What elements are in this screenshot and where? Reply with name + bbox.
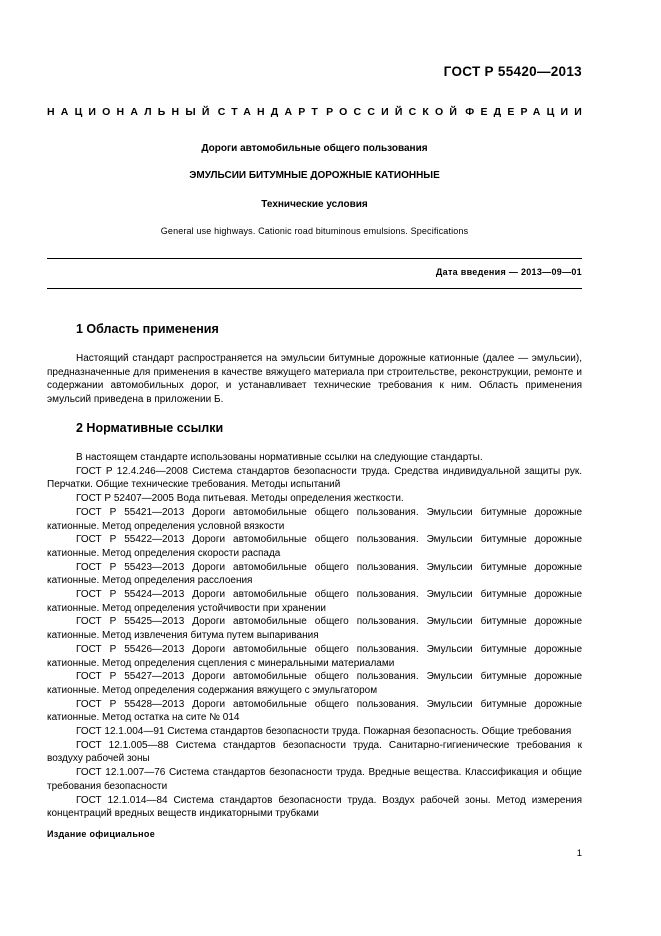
section-1-heading: 1 Область применения <box>76 322 219 336</box>
section-1-body <box>47 352 582 407</box>
reference-item: ГОСТ Р 55426—2013 Дороги автомобильные общего пользования. Эмульсии битумные дорожные катионные. Метод определения сцепления с минеральными материалами <box>47 643 582 669</box>
title-line-2: ЭМУЛЬСИИ БИТУМНЫЕ ДОРОЖНЫЕ КАТИОННЫЕ <box>189 170 440 181</box>
reference-item: ГОСТ Р 55424—2013 Дороги автомобильные общего пользования. Эмульсии битумные дорожные катионные. Метод определения устойчивости при хранении <box>47 589 582 614</box>
page-number: 1 <box>576 848 582 859</box>
divider-top <box>47 258 582 259</box>
section-2-body <box>47 451 582 821</box>
reference-item: ГОСТ Р 52407—2005 Вода питьевая. Методы определения жесткости. <box>76 493 404 505</box>
reference-item: ГОСТ Р 12.4.246—2008 Система стандартов безопасности труда. Средства индивидуальной защиты рук. Перчатки. Общие технические требования. Методы испытаний <box>47 465 582 491</box>
reference-item: ГОСТ Р 55422—2013 Дороги автомобильные общего пользования. Эмульсии битумные дорожные катионные. Метод определения скорости распада <box>47 534 582 559</box>
banner-word: ФЕДЕРАЦИИ <box>465 106 588 118</box>
title-line-3: Технические условия <box>261 199 368 210</box>
reference-item: ГОСТ 12.1.014—84 Система стандартов безопасности труда. Воздух рабочей зоны. Метод измерения концентраций вредных веществ индикаторными трубками <box>47 794 582 820</box>
reference-item: ГОСТ Р 55428—2013 Дороги автомобильные общего пользования. Эмульсии битумные дорожные катионные. Метод остатка на сите № 014 <box>47 698 582 724</box>
national-standard-banner <box>47 106 588 118</box>
banner-word: РОССИЙСКОЙ <box>326 106 464 118</box>
reference-item: ГОСТ 12.1.004—91 Система стандартов безопасности труда. Пожарная безопасность. Общие требования <box>76 726 572 738</box>
reference-item: ГОСТ 12.1.007—76 Система стандартов безопасности труда. Вредные вещества. Классификация и общие требования безопасности <box>47 767 582 792</box>
english-title: General use highways. Cationic road bituminous emulsions. Specifications <box>160 226 469 236</box>
paragraph: Настоящий стандарт распространяется на эмульсии битумные дорожные катионные (далее — эмульсии), предназначенные для применения в качестве вяжущего материала при строительстве, реконструкции, ремонте и содержании автомобильных дорог, и устанавливает технические требования к ним. Область применения эмульсий приведена в приложении Б. <box>47 353 582 406</box>
reference-item: ГОСТ Р 55425—2013 Дороги автомобильные общего пользования. Эмульсии битумные дорожные катионные. Метод извлечения битума путем выпаривания <box>47 616 582 642</box>
section-2-heading: 2 Нормативные ссылки <box>76 421 224 435</box>
standard-code: ГОСТ Р 55420—2013 <box>443 64 582 79</box>
effective-date: Дата введения — 2013—09—01 <box>435 267 582 277</box>
reference-item: ГОСТ Р 55423—2013 Дороги автомобильные общего пользования. Эмульсии битумные дорожные катионные. Метод определения расслоения <box>47 561 582 587</box>
divider-bottom <box>47 288 582 289</box>
paragraph: В настоящем стандарте использованы нормативные ссылки на следующие стандарты. <box>76 452 483 463</box>
reference-item: ГОСТ Р 55427—2013 Дороги автомобильные общего пользования. Эмульсии битумные дорожные катионные. Метод определения содержания вяжущего с эмульгатором <box>47 671 582 696</box>
title-line-1: Дороги автомобильные общего пользования <box>201 143 428 154</box>
banner-word: НАЦИОНАЛЬНЫЙ <box>47 106 216 118</box>
banner-word: СТАНДАРТ <box>217 106 324 118</box>
reference-item: ГОСТ 12.1.005—88 Система стандартов безопасности труда. Санитарно-гигиенические требования к воздуху рабочей зоны <box>47 739 582 765</box>
official-edition-note: Издание официальное <box>47 829 156 839</box>
reference-item: ГОСТ Р 55421—2013 Дороги автомобильные общего пользования. Эмульсии битумные дорожные катионные. Метод определения условной вязкости <box>47 506 582 532</box>
